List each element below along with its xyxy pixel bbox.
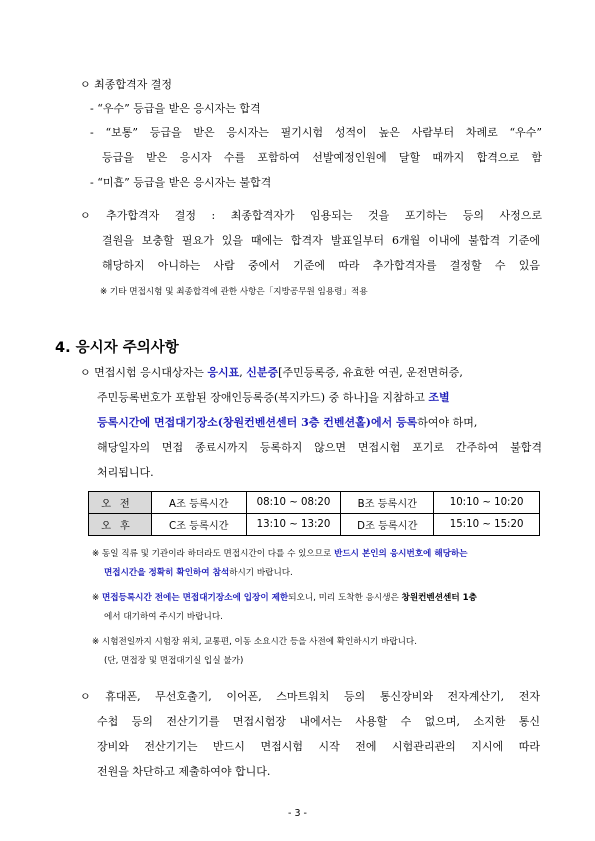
group-cell: B조 등록시간 xyxy=(341,492,434,514)
additional-note: ※ 기타 면접시험 및 최종합격에 관한 사항은「지방공무원 임용령」적용 xyxy=(100,287,368,297)
table-row xyxy=(89,514,540,536)
final-insufficient: - “미흡” 등급을 받은 응시자는 불합격 xyxy=(90,176,272,189)
note2-emphasis: 면접등록시간 전에는 면접대기장소에 입장이 제한 xyxy=(101,593,289,603)
note1-text2: 하시기 바랍니다. xyxy=(229,568,293,578)
time-cell: 13:10 ~ 13:20 xyxy=(246,514,341,536)
note3-line2: (단, 면접장 및 면접대기실 입실 불가) xyxy=(104,656,244,666)
para1-line2-text: 주민등록번호가 포함된 장애인등록증(복지카드) 중 하나]을 지참하고 xyxy=(97,391,429,404)
para1-line3-text: 하여야 하며, xyxy=(417,416,478,429)
para1-line3 xyxy=(97,414,477,430)
para1-line1 xyxy=(80,364,542,380)
group-cell: A조 등록시간 xyxy=(151,492,246,514)
para1-text: ㅇ 면접시험 응시대상자는 xyxy=(80,366,208,379)
para1-line5: 처리됩니다. xyxy=(97,466,154,479)
note2-line2: 에서 대기하여 주시기 바랍니다. xyxy=(104,612,223,622)
note2-line1 xyxy=(92,591,477,603)
time-cell: 15:10 ~ 15:20 xyxy=(434,514,540,536)
id-list: [주민등록증, 유효한 여권, 운전면허증, xyxy=(278,366,463,379)
note1-emphasis: 반드시 본인의 응시번호에 해당하는 xyxy=(334,549,468,559)
session-cell: 오후 xyxy=(89,514,152,536)
time-cell: 10:10 ~ 10:20 xyxy=(434,492,540,514)
final-normal-line2: 등급을 받은 응시자 수를 포함하여 선발예정인원에 달할 때까지 합격으로 함 xyxy=(102,151,542,164)
additional-line2: 결원을 보충할 필요가 있을 때에는 합격자 발표일부터 6개월 이내에 불합격 기준에 xyxy=(102,234,540,247)
additional-line3: 해당하지 아니하는 사람 중에서 기준에 따라 추가합격자를 결정할 수 있음 xyxy=(102,259,540,272)
para1-line2 xyxy=(97,389,450,405)
id-card-emphasis: 신분증 xyxy=(246,366,279,379)
section-heading: 4. 응시자 주의사항 xyxy=(55,340,179,356)
para2-line1: ㅇ 휴대폰, 무선호출기, 이어폰, 스마트워치 등의 통신장비와 전자계산기, 전자 xyxy=(80,690,540,703)
time-cell: 08:10 ~ 08:20 xyxy=(246,492,341,514)
table-row xyxy=(89,492,540,514)
note1-line1 xyxy=(92,547,468,559)
note-mark: ※ xyxy=(92,593,102,603)
final-title: ㅇ 최종합격자 결정 xyxy=(80,78,173,91)
group-cell: C조 등록시간 xyxy=(151,514,246,536)
para2-line2: 수첩 등의 전산기기를 면접시험장 내에서는 사용할 수 없으며, 소지한 통신 xyxy=(97,715,540,728)
registration-schedule-table xyxy=(88,491,540,536)
comma: , xyxy=(239,366,247,379)
para1-line4: 해당일자의 면접 종료시까지 등록하지 않으면 면접시험 포기로 간주하여 불합격 xyxy=(97,441,542,454)
admission-ticket-emphasis: 응시표 xyxy=(207,366,240,379)
page-number: - 3 - xyxy=(288,808,307,819)
note1-line2 xyxy=(104,566,293,578)
session-cell: 오전 xyxy=(89,492,152,514)
additional-line1: ㅇ 추가합격자 결정 : 최종합격자가 임용되는 것을 포기하는 등의 사정으로 xyxy=(80,209,542,222)
para2-line3: 장비와 전산기기는 반드시 면접시험 시작 전에 시험관리관의 지시에 따라 xyxy=(97,740,540,753)
final-normal-line1: - “보통” 등급을 받은 응시자는 필기시험 성적이 높은 사람부터 차례로 “우수” xyxy=(90,126,542,139)
note1-text: ※ 동일 직류 및 기관이라 하더라도 면접시간이 다를 수 있으므로 xyxy=(92,549,335,559)
note3-line1: ※ 시험전일까지 시험장 위치, 교통편, 이동 소요시간 등을 사전에 확인하시기 바랍니다. xyxy=(92,637,417,647)
note2-bold: 창원컨벤션센터 1층 xyxy=(401,593,477,603)
final-excellent: - “우수” 등급을 받은 응시자는 합격 xyxy=(90,102,261,115)
note2-text: 되오니, 미리 도착한 응시생은 xyxy=(288,593,402,603)
para2-line4: 전원을 차단하고 제출하여야 합니다. xyxy=(97,765,271,778)
group-emphasis: 조별 xyxy=(428,391,450,404)
registration-emphasis: 등록시간에 면접대기장소(창원컨벤션센터 3층 컨벤션홀)에서 등록 xyxy=(97,416,418,429)
note1-emphasis2: 면접시간을 정확히 확인하여 참석 xyxy=(104,568,230,578)
group-cell: D조 등록시간 xyxy=(341,514,434,536)
